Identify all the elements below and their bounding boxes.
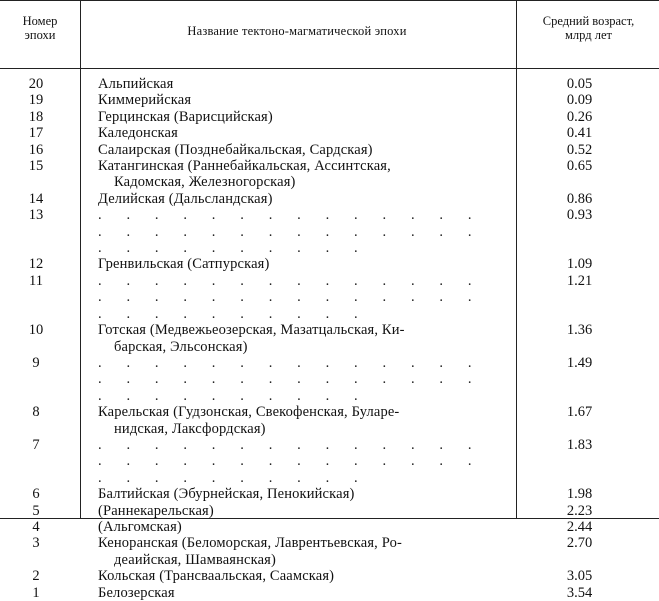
table-row: [0, 109, 659, 125]
table-row: [0, 503, 659, 519]
epoch-name: [78, 125, 498, 141]
header-bottom-rule: [0, 68, 659, 69]
average-age: 1.98: [566, 486, 593, 503]
average-age: 2.70: [566, 535, 593, 552]
table-row: [0, 486, 659, 502]
header-average-age-line1: Средний возраст,: [542, 14, 635, 28]
epoch-name-line: Кеноранская (Беломорская, Лаврентьевская, Ро-: [98, 535, 402, 552]
average-age: 3.05: [566, 568, 593, 585]
header-epoch-number: [0, 14, 80, 42]
table-row: [0, 76, 659, 92]
epoch-name-line: Киммерийская: [98, 92, 192, 109]
average-age: 0.93: [566, 207, 593, 224]
leader-dots: . . . . . . . . . . . . . . . . . . . . . . . . . . . . . . . . . . . . . .: [98, 272, 483, 322]
average-age: 1.21: [566, 272, 593, 289]
table-row: [0, 535, 659, 568]
epoch-name-line: Белозерская: [98, 584, 175, 601]
table-row: [0, 92, 659, 108]
epoch-number: 13: [28, 207, 44, 224]
epoch-name: [78, 92, 498, 108]
epoch-name: [78, 191, 498, 207]
epoch-name: [78, 273, 498, 322]
epoch-number: 4: [32, 518, 40, 535]
epoch-name-line: Кольская (Трансваальская, Саамская): [98, 568, 335, 585]
header-epoch-number-line2: эпохи: [24, 28, 56, 42]
epoch-name: [78, 109, 498, 125]
epoch-name: [78, 519, 498, 535]
epoch-name: [78, 158, 498, 191]
epoch-number: 15: [28, 158, 44, 175]
average-age: 1.83: [566, 436, 593, 453]
average-age: 0.09: [566, 92, 593, 109]
top-rule: [0, 0, 659, 1]
epoch-name-line: Герцинская (Варисцийская): [98, 108, 273, 125]
epoch-name: [78, 207, 498, 256]
epoch-name: [78, 142, 498, 158]
epoch-name-line: Салаирская (Позднебайкальская, Сардская): [98, 141, 373, 158]
epoch-name: [78, 256, 498, 272]
epoch-name: [78, 322, 498, 355]
epoch-name-line: нидская, Лаксфордская): [114, 420, 266, 437]
table-row: [0, 404, 659, 437]
table-body: [0, 76, 659, 601]
average-age: 1.36: [566, 322, 593, 339]
epoch-number: 12: [28, 256, 44, 273]
header-epoch-name: Название тектоно-магматической эпохи: [187, 24, 407, 38]
epoch-number: 16: [28, 141, 44, 158]
table-row: [0, 256, 659, 272]
header-average-age: [518, 14, 659, 42]
average-age: 1.49: [566, 354, 593, 371]
epoch-number: 1: [32, 584, 40, 601]
epoch-name-line: Карельская (Гудзонская, Свекофенская, Буларе-: [98, 404, 400, 421]
average-age: 0.52: [566, 141, 593, 158]
epoch-name-line: Балтийская (Эбурнейская, Пенокийская): [98, 486, 355, 503]
epoch-number: 9: [32, 354, 40, 371]
epoch-number: 2: [32, 568, 40, 585]
epoch-name-line: деаийская, Шамваянская): [114, 551, 276, 568]
average-age: 2.23: [566, 502, 593, 519]
epoch-name-line: Делийская (Дальсландская): [98, 190, 273, 207]
table-row: [0, 158, 659, 191]
table-row: [0, 273, 659, 322]
average-age: 1.09: [566, 256, 593, 273]
average-age: 0.65: [566, 158, 593, 175]
table-row: [0, 437, 659, 486]
table-row: [0, 207, 659, 256]
epoch-name-line: (Альгомская): [98, 518, 182, 535]
epoch-number: 5: [32, 502, 40, 519]
epoch-name: [78, 535, 498, 568]
table-row: [0, 568, 659, 584]
average-age: 2.44: [566, 518, 593, 535]
epoch-name: [78, 437, 498, 486]
epoch-number: 10: [28, 322, 44, 339]
table-row: [0, 125, 659, 141]
table-row: [0, 585, 659, 601]
epoch-number: 8: [32, 404, 40, 421]
epoch-name-line: Готская (Медвежьеозерская, Мазатцальская, Ки-: [98, 322, 405, 339]
leader-dots: . . . . . . . . . . . . . . . . . . . . . . . . . . . . . . . . . . . . . .: [98, 436, 483, 486]
epoch-number: 20: [28, 76, 44, 92]
epoch-number: 18: [28, 108, 44, 125]
epoch-name-line: барская, Эльсонская): [114, 338, 248, 355]
table-row: [0, 142, 659, 158]
epoch-name: [78, 355, 498, 404]
table-row: [0, 355, 659, 404]
epoch-number: 14: [28, 190, 44, 207]
epoch-number: 3: [32, 535, 40, 552]
epoch-number: 6: [32, 486, 40, 503]
epoch-name-line: Катангинская (Раннебайкальская, Ассинтская,: [98, 158, 391, 175]
epoch-name-line: Альпийская: [98, 76, 174, 92]
average-age: 0.05: [566, 76, 593, 92]
average-age: 0.86: [566, 190, 593, 207]
average-age: 1.67: [566, 404, 593, 421]
leader-dots: . . . . . . . . . . . . . . . . . . . . . . . . . . . . . . . . . . . . . .: [98, 207, 483, 257]
table-row: [0, 322, 659, 355]
leader-dots: . . . . . . . . . . . . . . . . . . . . . . . . . . . . . . . . . . . . . .: [98, 354, 483, 404]
epoch-name-line: Кадомская, Железногорская): [114, 174, 296, 191]
average-age: 0.26: [566, 108, 593, 125]
epoch-name: [78, 585, 498, 601]
average-age: 3.54: [566, 584, 593, 601]
epoch-number: 7: [32, 436, 40, 453]
header-average-age-line2: млрд лет: [565, 28, 612, 42]
epoch-name-line: Каледонская: [98, 125, 178, 142]
epoch-name: [78, 486, 498, 502]
epoch-name: [78, 568, 498, 584]
epoch-name-line: (Раннекарельская): [98, 502, 214, 519]
table-row: [0, 191, 659, 207]
epoch-number: 11: [29, 272, 43, 289]
epoch-name: [78, 404, 498, 437]
epoch-number: 17: [28, 125, 44, 142]
table-row: [0, 519, 659, 535]
epoch-name: [78, 503, 498, 519]
epoch-name-line: Гренвильская (Сатпурская): [98, 256, 270, 273]
average-age: 0.41: [566, 125, 593, 142]
header-epoch-number-line1: Номер: [22, 14, 58, 28]
epoch-name: [78, 76, 498, 92]
epoch-number: 19: [28, 92, 44, 109]
